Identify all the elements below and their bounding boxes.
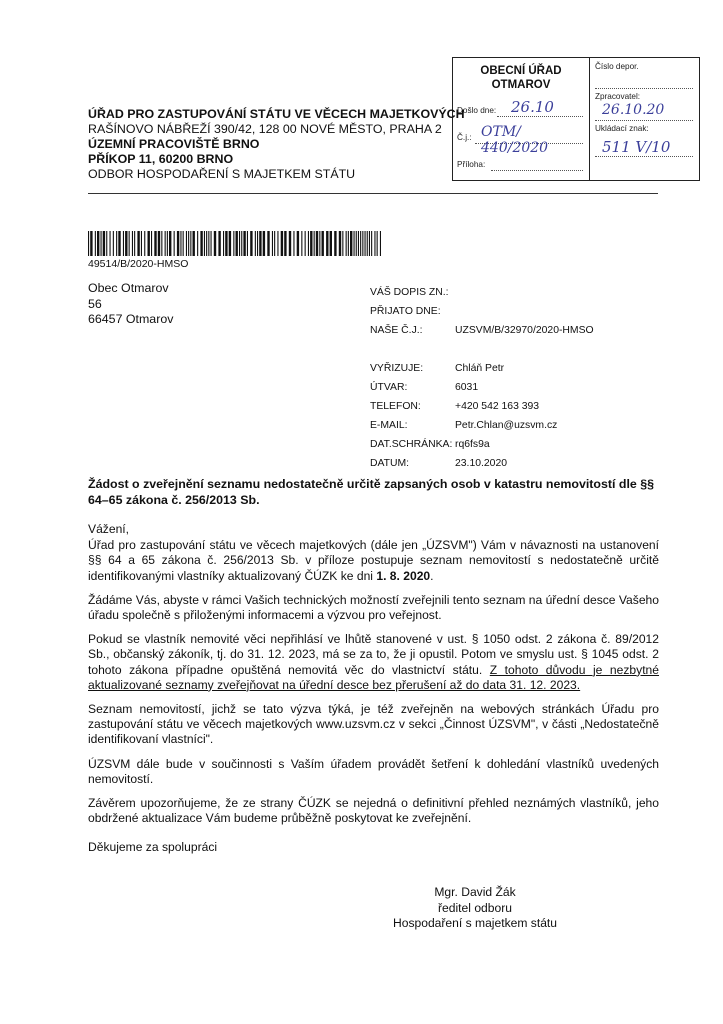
barcode-bar	[165, 231, 166, 256]
barcode-bar	[154, 231, 156, 256]
reference-row	[370, 359, 594, 378]
barcode-bar	[134, 231, 135, 256]
barcode-bar	[374, 231, 375, 256]
stamp-received-value: 26.10	[511, 98, 554, 116]
reference-value: Petr.Chlan@uzsvm.cz	[455, 420, 558, 431]
barcode-bar	[174, 231, 175, 256]
barcode-bar	[118, 231, 120, 256]
reference-label: VYŘIZUJE:	[370, 363, 424, 374]
barcode-bar	[319, 231, 320, 256]
barcode-bar	[110, 231, 111, 256]
barcode-bar	[167, 231, 168, 256]
barcode-bar	[148, 231, 150, 256]
barcode-bar	[274, 231, 275, 256]
barcode-bar	[297, 231, 299, 256]
barcode-bar	[330, 231, 332, 256]
barcode-bar	[101, 231, 102, 256]
barcode-bar	[125, 231, 127, 256]
stamp-storage-line	[595, 156, 693, 157]
paragraph-1-end: .	[430, 568, 434, 583]
reference-row	[370, 321, 594, 340]
closing-thanks: Děkujeme za spolupráci	[88, 840, 218, 854]
barcode-bar	[277, 231, 278, 256]
barcode-bar	[177, 231, 179, 256]
reference-label	[370, 340, 455, 359]
paragraph-3	[88, 632, 659, 693]
barcode-bar	[377, 231, 378, 256]
registry-stamp	[452, 57, 700, 181]
barcode-bar	[339, 231, 341, 256]
letter-subject: Žádost o zveřejnění seznamu nedostatečně určitě zapsaných osob v katastru nemovitostí dle §§ 64–65 zákona č. 256/2013 Sb.	[88, 477, 655, 507]
stamp-depot-line	[595, 88, 693, 89]
paragraph-2: Žádáme Vás, abyste v rámci Vašich technických možností zveřejnili tento seznam na úřední desce Vašeho úřadu společně s přiloženými informacemi a výzvou pro veřejnost.	[88, 592, 659, 623]
barcode-bar	[233, 231, 234, 256]
barcode-bar	[190, 231, 191, 256]
barcode-number: 49514/B/2020-HMSO	[88, 258, 189, 270]
recipient-address	[88, 281, 173, 328]
header-divider	[88, 193, 658, 194]
stamp-storage-label: Ukládací znak:	[595, 124, 649, 133]
stamp-received-line	[497, 116, 583, 117]
stamp-place: OTMAROV	[491, 79, 551, 91]
barcode-bar	[239, 231, 240, 256]
barcode-bar	[229, 231, 231, 256]
barcode-bar	[180, 231, 181, 256]
reference-label: ÚTVAR:	[370, 382, 408, 393]
barcode-bar	[350, 231, 352, 256]
barcode-bar	[358, 231, 359, 256]
paragraph-1-date: 1. 8. 2020	[376, 568, 431, 583]
stamp-received-label: Došlo dne:	[457, 106, 497, 115]
barcode-bar	[200, 231, 202, 256]
stamp-depot-label: Číslo depor.	[595, 62, 639, 71]
reference-label: VÁŠ DOPIS ZN.:	[370, 287, 449, 298]
reference-label: NAŠE Č.J.:	[370, 325, 423, 336]
stamp-ref-value: OTM/ 440/2020	[481, 124, 549, 156]
barcode-bar	[123, 231, 124, 256]
barcode-bar	[116, 231, 117, 256]
barcode-bar	[356, 231, 357, 256]
barcode-bar	[151, 231, 152, 256]
barcode-bar	[223, 231, 224, 256]
sender-department: ODBOR HOSPODAŘENÍ S MAJETKEM STÁTU	[88, 167, 356, 181]
greeting: Vážení,	[88, 522, 130, 536]
barcode-bar	[257, 231, 258, 256]
barcode-bar	[334, 231, 336, 256]
barcode-bar	[380, 231, 381, 256]
barcode-bar	[95, 231, 96, 256]
barcode-bar	[243, 231, 245, 256]
reference-value: 23.10.2020	[455, 458, 508, 469]
reference-info	[370, 283, 594, 473]
reference-value: +420 542 163 393	[455, 401, 540, 412]
reference-row	[370, 416, 594, 435]
reference-row	[370, 302, 594, 321]
barcode-bar	[367, 231, 368, 256]
barcode-bar	[169, 231, 171, 256]
barcode-bar	[204, 231, 205, 256]
barcode-bar	[208, 231, 209, 256]
paragraph-3-text: Pokud se vlastník nemovité věci nepřihlásí ve lhůtě stanovené v ust. § 1050 odst. 2 zákona č. 89/2012 Sb., občanský zákoník, tj. do 31. 12. 2023, má se za to, že ji opustil. Potom ve smyslu ust. § 1045 odst. 2 tohoto zákona případne opuštěná nemovitá věc do vlastnictví státu.	[88, 632, 659, 677]
stamp-office-header	[453, 64, 589, 92]
letter-body	[88, 522, 659, 835]
barcode-bar	[161, 231, 162, 256]
reference-label: DATUM:	[370, 458, 410, 469]
reference-label: E-MAIL:	[370, 420, 408, 431]
reference-label: PŘIJATO DNE:	[370, 306, 441, 317]
reference-label: DAT.SCHRÁNKA:	[370, 439, 453, 450]
stamp-processor-line	[595, 120, 693, 121]
paragraph-1-text: Úřad pro zastupování státu ve věcech majetkových (dále jen „ÚZSVM") Vám v návaznosti na ustanovení §§ 64 a 65 zákona č. 256/2013 Sb. v příloze postupuje seznam nemovitostí s nedostatečně určitě identifikovanými vlastníky aktualizovaný ČÚZK ke dni	[88, 538, 659, 583]
barcode-bar	[214, 231, 216, 256]
signatory-department: Hospodaření s majetkem státu	[392, 916, 557, 930]
barcode-bar	[284, 231, 286, 256]
barcode-bar	[88, 231, 89, 256]
barcode-bar	[369, 231, 370, 256]
reference-row	[370, 340, 594, 359]
reference-label: TELEFON:	[370, 401, 421, 412]
recipient-number: 56	[88, 296, 102, 311]
barcode-bar	[225, 231, 227, 256]
paragraph-5: ÚZSVM dále bude v součinnosti s Vaším úřadem provádět šetření k dohledání vlastníků uvedených nemovitostí.	[88, 756, 659, 786]
paragraph-3-underlined: Z tohoto důvodu je nezbytné aktualizované seznamy zveřejňovat na úřední desce bez přerušení až do data 31. 12. 2023.	[88, 662, 660, 692]
barcode-bar	[97, 231, 99, 256]
barcode-bar	[301, 231, 302, 256]
barcode-bar	[90, 231, 92, 256]
barcode-bar	[137, 231, 139, 256]
reference-row	[370, 283, 594, 302]
barcode-bar	[197, 231, 198, 256]
stamp-processor-value: 26.10.20	[602, 102, 665, 118]
barcode-bar	[247, 231, 248, 256]
barcode-bar	[371, 231, 372, 256]
barcode-bar	[129, 231, 130, 256]
barcode-bar	[346, 231, 347, 256]
signatory-name: Mgr. David Žák	[434, 885, 516, 899]
paragraph-1	[88, 538, 659, 584]
barcode-bar	[250, 231, 252, 256]
barcode-bar	[218, 231, 220, 256]
barcode-bar	[308, 231, 309, 256]
barcode-bar	[186, 231, 187, 256]
reference-row	[370, 378, 594, 397]
barcode-bar	[183, 231, 184, 256]
barcode-bar	[362, 231, 363, 256]
barcode-bar	[354, 231, 355, 256]
sender-block	[88, 107, 465, 182]
barcode-bar	[144, 231, 145, 256]
barcode	[88, 231, 384, 256]
barcode-bar	[326, 231, 328, 256]
signatory-title: ředitel odboru	[438, 900, 512, 915]
stamp-storage-value: 511 V/10	[602, 138, 671, 156]
reference-row	[370, 454, 594, 473]
barcode-bar	[193, 231, 195, 256]
barcode-bar	[342, 231, 343, 256]
barcode-bar	[310, 231, 312, 256]
barcode-bar	[289, 231, 291, 256]
recipient-name: Obec Otmarov	[88, 281, 169, 295]
barcode-bar	[236, 231, 238, 256]
stamp-attach-label: Příloha:	[457, 160, 486, 169]
barcode-bar	[259, 231, 261, 256]
barcode-bar	[348, 231, 349, 256]
stamp-left-panel	[453, 58, 590, 180]
barcode-bar	[293, 231, 294, 256]
reference-value: Chláň Petr	[455, 363, 505, 374]
reference-row	[370, 397, 594, 416]
reference-row	[370, 435, 594, 454]
barcode-bar	[272, 231, 273, 256]
barcode-bar	[206, 231, 207, 256]
recipient-city: 66457 Otmarov	[88, 312, 174, 326]
barcode-bar	[305, 231, 306, 256]
barcode-bar	[132, 231, 133, 256]
barcode-bar	[314, 231, 315, 256]
barcode-bar	[103, 231, 105, 256]
barcode-bar	[281, 231, 283, 256]
barcode-bar	[255, 231, 256, 256]
barcode-bar	[141, 231, 142, 256]
sender-branch-address: PŘÍKOP 11, 60200 BRNO	[88, 152, 234, 166]
stamp-attach-line	[491, 170, 583, 171]
barcode-bar	[365, 231, 366, 256]
barcode-bar	[316, 231, 318, 256]
barcode-bar	[241, 231, 242, 256]
paragraph-4: Seznam nemovitostí, jichž se tato výzva týká, je též zveřejněn na webových stránkách Úřadu pro zastupování státu ve věcech majetkových www.uzsvm.cz v sekci „Činnost ÚZSVM", v části „Nedostatečně identifikovaní vlastníci".	[88, 702, 659, 747]
sender-branch: ÚZEMNÍ PRACOVIŠTĚ BRNO	[88, 137, 260, 151]
barcode-bar	[188, 231, 189, 256]
stamp-processor-label: Zpracovatel:	[595, 92, 641, 101]
barcode-bar	[211, 231, 212, 256]
sender-address: RAŠÍNOVO NÁBŘEŽÍ 390/42, 128 00 NOVÉ MĚSTO, PRAHA 2	[88, 122, 442, 136]
barcode-bar	[263, 231, 265, 256]
paragraph-6: Závěrem upozorňujeme, že ze strany ČÚZK se nejedná o definitivní přehled neznámých vlastníků, jeho obdržené aktualizace Vám budeme průběžně poskytovat ke zveřejnění.	[88, 796, 659, 826]
signature-block	[380, 885, 570, 932]
stamp-ref-label: Č.j.:	[457, 133, 472, 142]
barcode-bar	[106, 231, 107, 256]
sender-office: ÚŘAD PRO ZASTUPOVÁNÍ STÁTU VE VĚCECH MAJETKOVÝCH	[88, 107, 465, 121]
barcode-bar	[113, 231, 114, 256]
barcode-bar	[267, 231, 269, 256]
reference-value: UZSVM/B/32970/2020-HMSO	[455, 325, 594, 336]
stamp-office: OBECNÍ ÚŘAD	[480, 65, 562, 77]
reference-value: 6031	[455, 382, 479, 393]
barcode-bar	[322, 231, 324, 256]
stamp-right-panel	[590, 58, 699, 180]
reference-value: rq6fs9a	[455, 439, 490, 450]
barcode-bar	[158, 231, 160, 256]
barcode-bar	[360, 231, 361, 256]
